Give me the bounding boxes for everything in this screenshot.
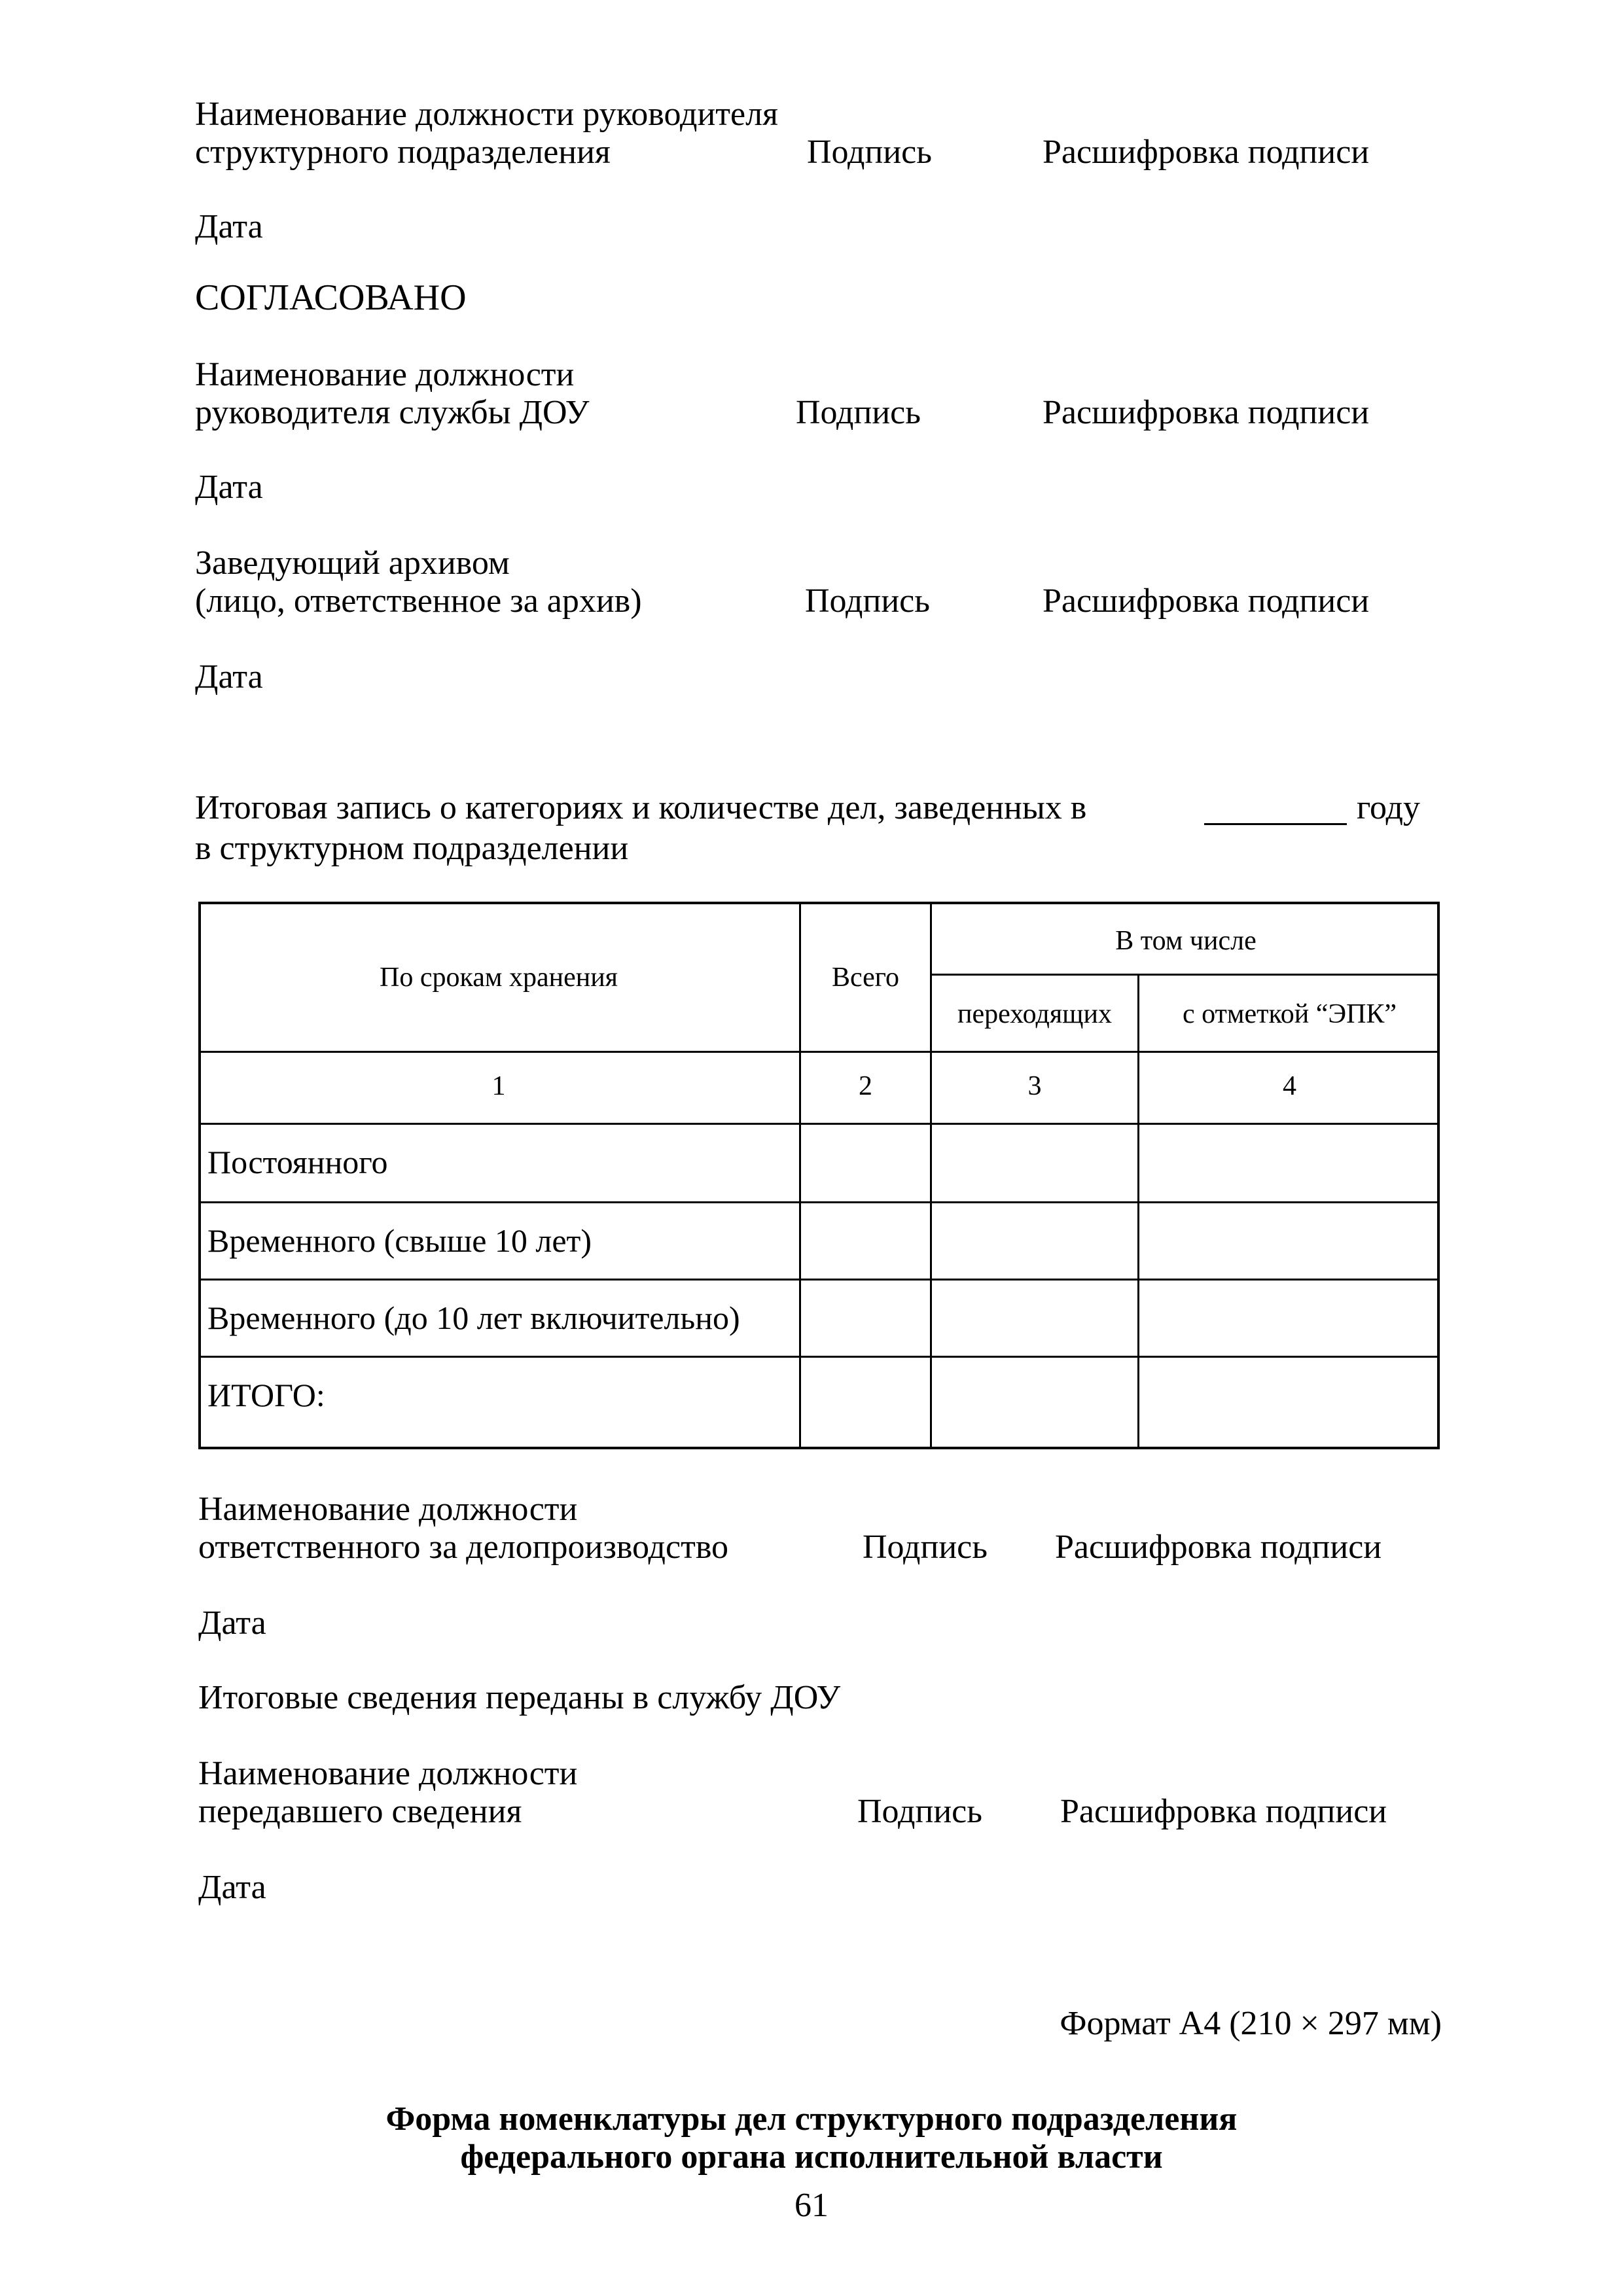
col-number-1: 1 bbox=[491, 1071, 506, 1101]
row-total: ИТОГО: bbox=[207, 1377, 325, 1413]
block2-decoding: Расшифровка подписи bbox=[1043, 394, 1370, 431]
block1-decoding: Расшифровка подписи bbox=[1043, 133, 1370, 171]
block3-signature: Подпись bbox=[805, 582, 930, 620]
block1-date: Дата bbox=[195, 208, 263, 245]
block2-position-line1: Наименование должности bbox=[195, 356, 575, 393]
footer-title-line2: федерального органа исполнительной власти bbox=[460, 2138, 1163, 2176]
transferred-text: Итоговые сведения переданы в службу ДОУ bbox=[198, 1679, 841, 1716]
block5-date: Дата bbox=[198, 1869, 266, 1906]
block2-signature: Подпись bbox=[796, 394, 921, 431]
paper-format: Формат А4 (210 × 297 мм) bbox=[1060, 2005, 1442, 2042]
block3-date: Дата bbox=[195, 658, 263, 696]
footer-title-line1: Форма номенклатуры дел структурного подразделения bbox=[385, 2100, 1238, 2138]
summary-line1-start: Итоговая запись о категориях и количестве дел, заведенных в bbox=[195, 789, 1087, 826]
row-temporary-over-10: Временного (свыше 10 лет) bbox=[207, 1222, 592, 1259]
block5-decoding: Расшифровка подписи bbox=[1060, 1793, 1387, 1830]
block4-date: Дата bbox=[198, 1604, 266, 1642]
row-permanent: Постоянного bbox=[207, 1144, 388, 1180]
header-including: В том числе bbox=[1115, 926, 1257, 956]
block5-position-line1: Наименование должности bbox=[198, 1755, 578, 1792]
summary-line2: в структурном подразделении bbox=[195, 830, 629, 867]
block4-decoding: Расшифровка подписи bbox=[1055, 1528, 1382, 1566]
col-number-2: 2 bbox=[859, 1071, 872, 1101]
block3-decoding: Расшифровка подписи bbox=[1043, 582, 1370, 620]
block4-signature: Подпись bbox=[863, 1528, 988, 1566]
header-total: Всего bbox=[832, 963, 899, 993]
summary-table bbox=[198, 902, 1440, 1449]
header-transitional: переходящих bbox=[957, 999, 1112, 1029]
year-blank-underline bbox=[1204, 823, 1347, 825]
col-number-3: 3 bbox=[1027, 1071, 1042, 1101]
block4-position-line1: Наименование должности bbox=[198, 1491, 578, 1528]
block3-position-line1: Заведующий архивом bbox=[195, 544, 510, 582]
header-epk: с отметкой “ЭПК” bbox=[1182, 999, 1397, 1029]
summary-line1-end: году bbox=[1357, 789, 1420, 826]
row-temporary-up-to-10: Временного (до 10 лет включительно) bbox=[207, 1299, 740, 1336]
approved-heading: СОГЛАСОВАНО bbox=[195, 277, 467, 318]
block1-position-line2: структурного подразделения bbox=[195, 133, 611, 171]
block2-position-line2: руководителя службы ДОУ bbox=[195, 394, 590, 431]
page-number: 61 bbox=[794, 2187, 829, 2224]
block5-position-line2: передавшего сведения bbox=[198, 1793, 522, 1830]
block1-signature: Подпись bbox=[807, 133, 932, 171]
block1-position-line1: Наименование должности руководителя bbox=[195, 96, 778, 133]
block5-signature: Подпись bbox=[857, 1793, 982, 1830]
block4-position-line2: ответственного за делопроизводство bbox=[198, 1528, 729, 1566]
header-by-terms: По срокам хранения bbox=[380, 963, 618, 993]
block3-position-line2: (лицо, ответственное за архив) bbox=[195, 582, 642, 620]
col-number-4: 4 bbox=[1283, 1071, 1296, 1101]
block2-date: Дата bbox=[195, 468, 263, 506]
